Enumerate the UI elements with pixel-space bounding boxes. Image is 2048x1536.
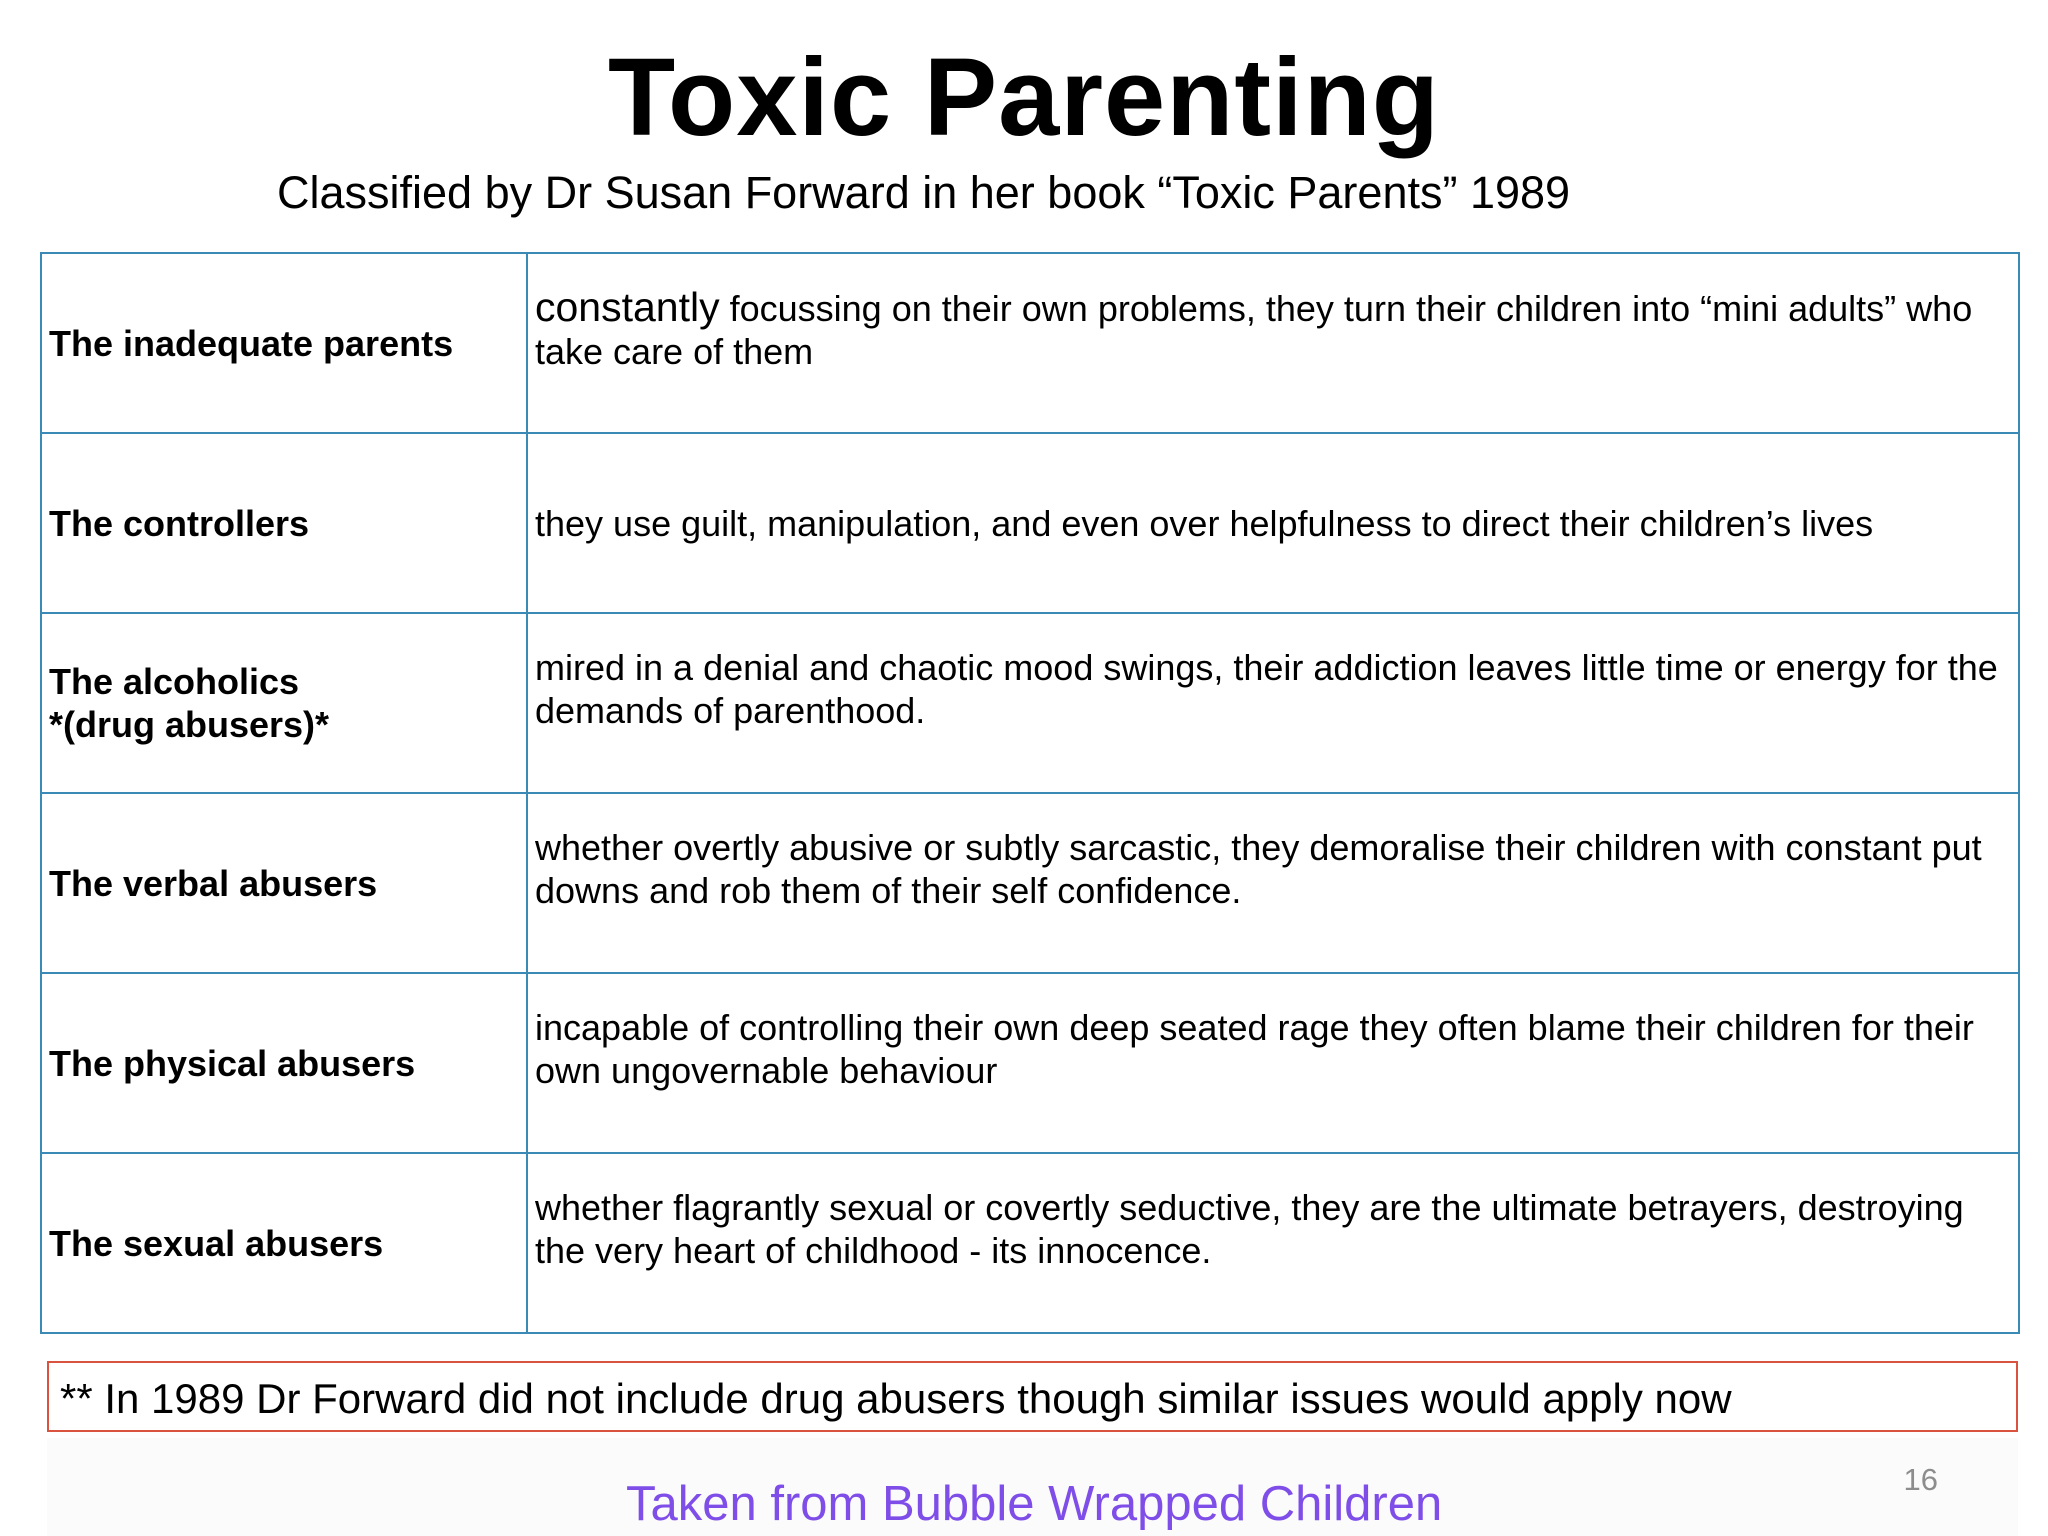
parent-type-note: *(drug abusers)* [49,704,330,745]
description-body: whether flagrantly sexual or covertly seductive, they are the ultimate betrayers, destroying the very heart of childhood - its innocence. [535,1187,1964,1271]
parent-type-label: The sexual abusers [49,1222,384,1264]
parent-type-cell [41,433,527,613]
table-row [41,1153,2019,1333]
source-credit: Taken from Bubble Wrapped Children [626,1477,1443,1531]
description-text [535,283,2011,373]
parent-type-label: The verbal abusers [49,862,378,904]
parent-type-label: The physical abusers [49,1042,416,1084]
page-number: 16 [1903,1462,1938,1497]
description-cell [527,973,2019,1153]
table-row [41,433,2019,613]
footnote-box: ** In 1989 Dr Forward did not include drug abusers though similar issues would apply now [47,1361,2018,1432]
description-body: whether overtly abusive or subtly sarcastic, they demoralise their children with constant put downs and rob them of their self confidence. [535,827,1982,911]
slide-subtitle: Classified by Dr Susan Forward in her book “Toxic Parents” 1989 [277,167,1571,218]
table-row [41,973,2019,1153]
description-body: they use guilt, manipulation, and even over helpfulness to direct their children’s lives [535,502,1874,544]
description-cell [527,1153,2019,1333]
slide-title: Toxic Parenting [608,36,1440,159]
parent-type-cell [41,613,527,793]
table-row [41,793,2019,973]
table-row [41,613,2019,793]
parent-type-cell [41,1153,527,1333]
parent-type-label: The inadequate parents [49,322,454,364]
description-body: focussing on their own problems, they turn their children into “mini adults” who take care of them [535,287,1973,372]
parent-type-cell [41,973,527,1153]
description-body: incapable of controlling their own deep seated rage they often blame their children for their own ungovernable behaviour [535,1007,1974,1091]
description-cell [527,253,2019,433]
description-lead-word: constantly [535,283,720,330]
description-cell [527,793,2019,973]
toxic-parent-types-table [40,252,2020,1334]
description-body: mired in a denial and chaotic mood swings, their addiction leaves little time or energy for the demands of parenthood. [535,647,1998,731]
parent-type-cell [41,253,527,433]
parent-type-cell [41,793,527,973]
table-row [41,253,2019,433]
description-cell [527,613,2019,793]
parent-type-label: The controllers [49,502,310,544]
parent-type-label: The alcoholics [49,661,300,702]
description-cell [527,433,2019,613]
